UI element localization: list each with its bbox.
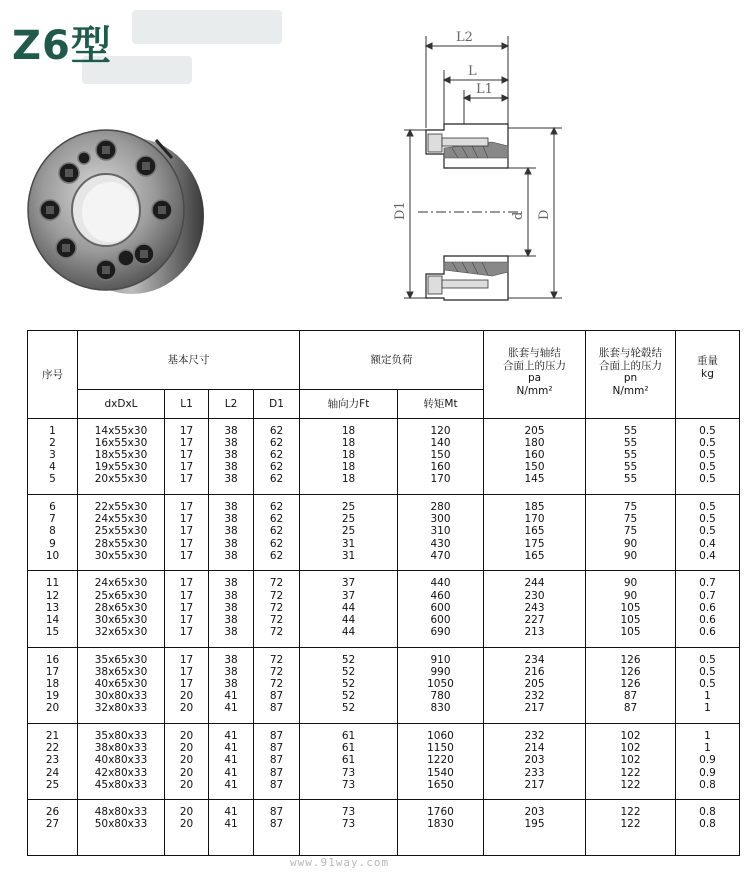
- cell-mt: 440 460 600 600 690: [398, 571, 484, 647]
- cell-pa: 185 170 165 175 165: [484, 494, 586, 570]
- header-torque: 转矩Mt: [398, 389, 484, 418]
- header-axial-force: 轴向力Ft: [300, 389, 398, 418]
- cell-l1: 17 17 17 17 17: [165, 571, 209, 647]
- cell-mt: 120 140 150 160 170: [398, 418, 484, 494]
- table-row-group: [28, 571, 740, 647]
- cell-ft: 61 61 61 73 73: [300, 723, 398, 799]
- cell-kg: 0.5 0.5 0.5 0.5 0.5: [676, 418, 740, 494]
- header-dxdxl: dxDxL: [78, 389, 165, 418]
- dim-label-l: L: [468, 64, 477, 79]
- cell-pa: 232 214 203 233 217: [484, 723, 586, 799]
- dim-label-l2: L2: [456, 30, 473, 45]
- cell-pa: 244 230 243 227 213: [484, 571, 586, 647]
- cell-kg: 0.7 0.7 0.6 0.6 0.6: [676, 571, 740, 647]
- cell-l1: 20 20 20 20 20: [165, 723, 209, 799]
- cell-mt: 910 990 1050 780 830: [398, 647, 484, 723]
- cell-pa: 234 216 205 232 217: [484, 647, 586, 723]
- cell-ft: 73 73: [300, 800, 398, 856]
- cell-d1: 87 87 87 87 87: [254, 723, 300, 799]
- header-pa: 胀套与轴结 合面上的压力 pa N/mm²: [484, 331, 586, 419]
- cell-l2: 38 38 38 38 38: [209, 494, 254, 570]
- cell-seq: 1 2 3 4 5: [28, 418, 78, 494]
- dim-label-d-small: d: [511, 211, 526, 220]
- cell-pa: 205 180 160 150 145: [484, 418, 586, 494]
- cell-pn: 90 90 105 105 105: [586, 571, 676, 647]
- cell-seq: 26 27: [28, 800, 78, 856]
- table-row-group: [28, 800, 740, 856]
- header-basic-size: 基本尺寸: [78, 331, 300, 390]
- dim-label-d1: D1: [393, 201, 408, 220]
- cell-mt: 1060 1150 1220 1540 1650: [398, 723, 484, 799]
- watermark-text: www.91way.com: [290, 856, 390, 869]
- cell-l2: 41 41: [209, 800, 254, 856]
- header-l2: L2: [209, 389, 254, 418]
- cell-pn: 102 102 102 122 122: [586, 723, 676, 799]
- cell-d1: 62 62 62 62 62: [254, 418, 300, 494]
- page-title: Z6型: [12, 23, 112, 69]
- cell-ft: 37 37 44 44 44: [300, 571, 398, 647]
- cell-l1: 17 17 17 17 17: [165, 418, 209, 494]
- cell-d1: 72 72 72 72 72: [254, 571, 300, 647]
- header-rated-load: 额定负荷: [300, 331, 484, 390]
- cell-seq: 11 12 13 14 15: [28, 571, 78, 647]
- cell-l2: 41 41 41 41 41: [209, 723, 254, 799]
- cell-pn: 75 75 75 90 90: [586, 494, 676, 570]
- header-d1: D1: [254, 389, 300, 418]
- cross-section-drawing: [372, 18, 572, 310]
- cell-l1: 17 17 17 17 17: [165, 494, 209, 570]
- table-row-group: [28, 647, 740, 723]
- cell-seq: 16 17 18 19 20: [28, 647, 78, 723]
- cell-kg: 0.8 0.8: [676, 800, 740, 856]
- cell-kg: 0.5 0.5 0.5 1 1: [676, 647, 740, 723]
- cell-ft: 52 52 52 52 52: [300, 647, 398, 723]
- product-photo: [14, 118, 214, 298]
- cell-size: 22x55x30 24x55x30 25x55x30 28x55x30 30x55x30: [78, 494, 165, 570]
- cell-size: 35x80x33 38x80x33 40x80x33 42x80x33 45x80x33: [78, 723, 165, 799]
- cell-pn: 122 122: [586, 800, 676, 856]
- cell-kg: 1 1 0.9 0.9 0.8: [676, 723, 740, 799]
- header-pn: 胀套与轮毂结 合面上的压力 pn N/mm²: [586, 331, 676, 419]
- cell-size: 48x80x33 50x80x33: [78, 800, 165, 856]
- cell-pa: 203 195: [484, 800, 586, 856]
- cell-pn: 126 126 126 87 87: [586, 647, 676, 723]
- table-body: [28, 418, 740, 855]
- cell-l1: 20 20: [165, 800, 209, 856]
- header-l1: L1: [165, 389, 209, 418]
- cell-d1: 72 72 72 87 87: [254, 647, 300, 723]
- cell-kg: 0.5 0.5 0.5 0.4 0.4: [676, 494, 740, 570]
- header-seq: 序号: [28, 331, 78, 419]
- cell-mt: 280 300 310 430 470: [398, 494, 484, 570]
- cell-pn: 55 55 55 55 55: [586, 418, 676, 494]
- cell-ft: 18 18 18 18 18: [300, 418, 398, 494]
- cell-ft: 25 25 25 31 31: [300, 494, 398, 570]
- cell-d1: 87 87: [254, 800, 300, 856]
- table-row-group: [28, 494, 740, 570]
- cell-l2: 38 38 38 38 38: [209, 418, 254, 494]
- table-row-group: [28, 723, 740, 799]
- header-weight: 重量 kg: [676, 331, 740, 419]
- cell-d1: 62 62 62 62 62: [254, 494, 300, 570]
- dim-label-d-large: D: [537, 209, 552, 220]
- cell-size: 24x65x30 25x65x30 28x65x30 30x65x30 32x65x30: [78, 571, 165, 647]
- cell-size: 14x55x30 16x55x30 18x55x30 19x55x30 20x55x30: [78, 418, 165, 494]
- table-row-group: [28, 418, 740, 494]
- cell-l2: 38 38 38 38 38: [209, 571, 254, 647]
- cell-mt: 1760 1830: [398, 800, 484, 856]
- dim-label-l1: L1: [476, 82, 493, 97]
- cell-l2: 38 38 38 41 41: [209, 647, 254, 723]
- cell-l1: 17 17 17 20 20: [165, 647, 209, 723]
- spec-table: [27, 330, 740, 856]
- cell-seq: 21 22 23 24 25: [28, 723, 78, 799]
- cell-seq: 6 7 8 9 10: [28, 494, 78, 570]
- cell-size: 35x65x30 38x65x30 40x65x30 30x80x33 32x80x33: [78, 647, 165, 723]
